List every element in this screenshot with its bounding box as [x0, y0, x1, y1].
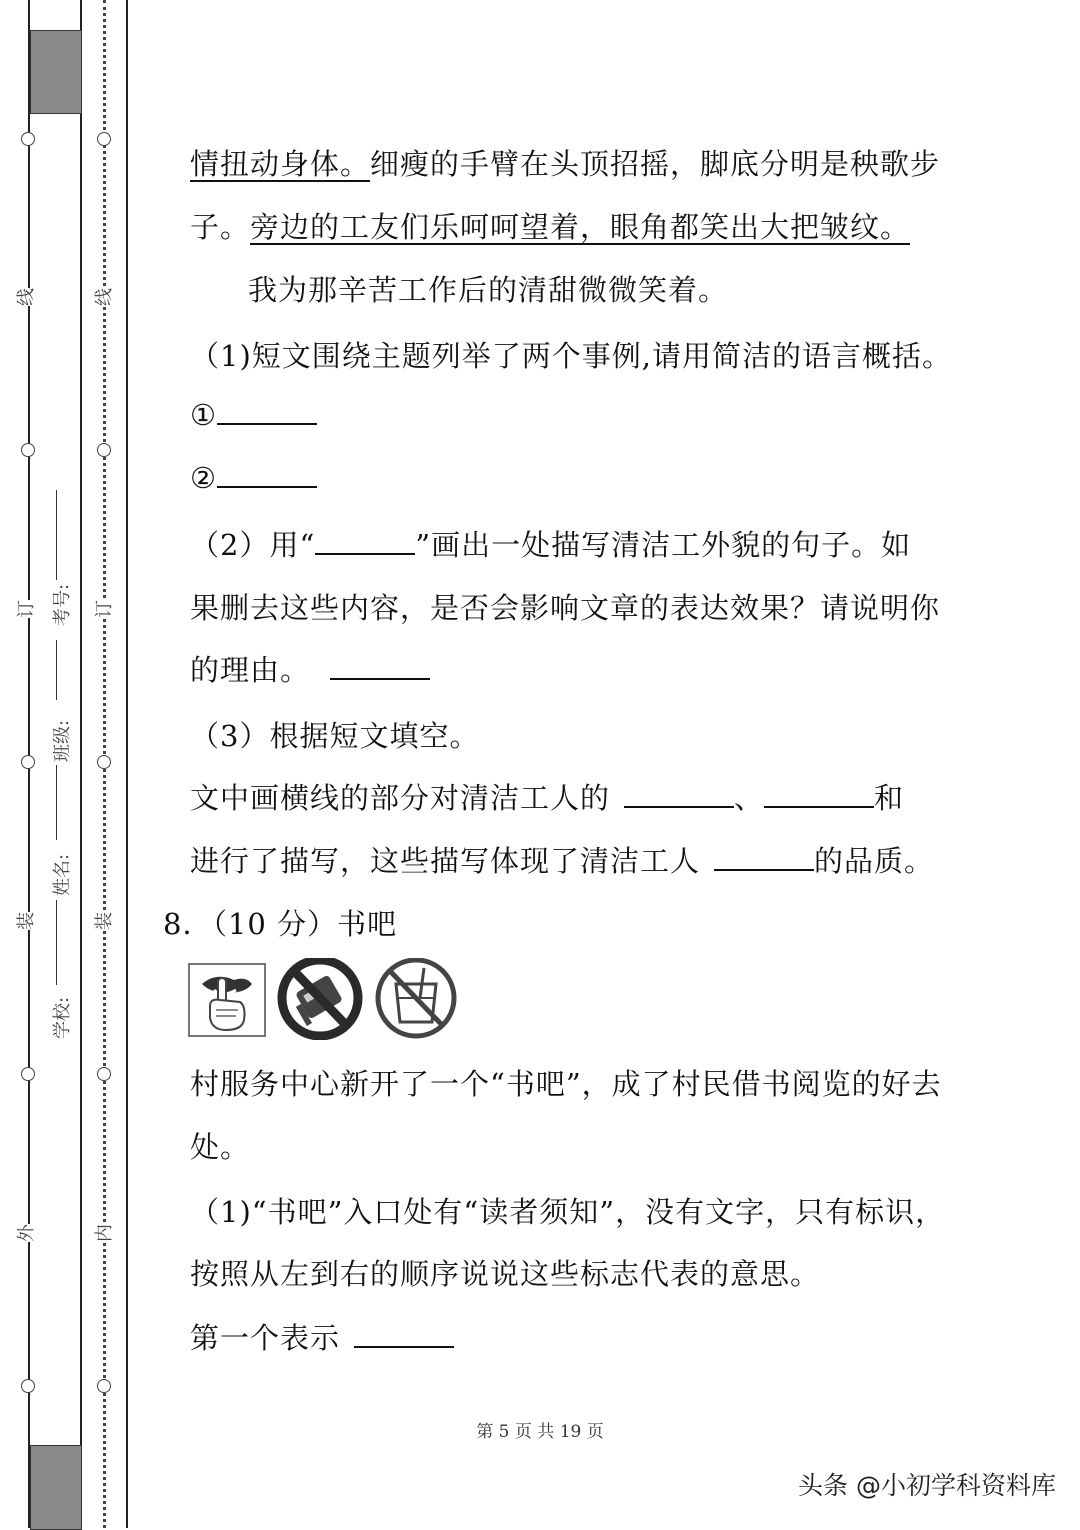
school-label: 学校:: [48, 997, 74, 1039]
gutter-inner-label: 内: [90, 1224, 116, 1242]
answer-blank[interactable]: [217, 462, 317, 488]
prompt-text: 、: [734, 781, 765, 815]
binding-hole-icon: [21, 443, 35, 457]
answer-blank[interactable]: [624, 782, 734, 808]
q8-intro-line2: 处。: [190, 1130, 251, 1164]
q7-part3-prompt: （3）根据短文填空。: [190, 719, 480, 753]
class-field[interactable]: [56, 640, 57, 700]
passage-text: 子。: [190, 210, 251, 244]
q7-part1-answer-a: [190, 398, 317, 432]
gutter-outer-label: 订: [12, 600, 38, 618]
no-drink-icon: [378, 960, 454, 1036]
underlined-sentence: 情扭动身体。: [190, 147, 371, 181]
circled-one: ①: [190, 398, 217, 432]
passage-text: 细瘦的手臂在头顶招摇，脚底分明是秧歌步: [370, 147, 941, 181]
binding-hole-icon: [21, 755, 35, 769]
q8-part1-line1: （1)“书吧”入口处有“读者须知”，没有文字，只有标识，: [190, 1195, 946, 1229]
gutter-border-right: [126, 0, 128, 1528]
q8-first-sign: [190, 1316, 454, 1357]
q7-part1-answer-b: [190, 461, 317, 495]
page-footer: 第 5 页 共 19 页: [476, 1422, 604, 1442]
q7-part2-line3: [190, 648, 430, 689]
binding-gutter: [0, 0, 130, 1528]
gray-tab-bottom: [30, 1445, 82, 1530]
answer-blank[interactable]: [330, 654, 430, 680]
prompt-text: 的理由。: [190, 653, 311, 687]
gutter-inner-label: 装: [90, 912, 116, 930]
prompt-text: （2）用“: [190, 528, 316, 562]
quiet-finger-icon: [189, 964, 265, 1036]
binding-hole-icon: [97, 443, 111, 457]
underline-sample: [315, 529, 415, 555]
answer-blank[interactable]: [354, 1322, 454, 1348]
binding-hole-icon: [21, 132, 35, 146]
binding-hole-icon: [97, 1379, 111, 1393]
watermark: 头条 @小初学科资料库: [798, 1471, 1056, 1500]
q7-part3-line2: [190, 839, 934, 880]
circled-two: ②: [190, 461, 217, 495]
reader-notice-signs: [188, 958, 468, 1040]
answer-blank[interactable]: [764, 782, 874, 808]
binding-hole-icon: [21, 1379, 35, 1393]
q7-part1-prompt: （1)短文围绕主题列举了两个事例,请用简洁的语言概括。: [190, 339, 952, 373]
q8-part1-line2: 按照从左到右的顺序说说这些标志代表的意思。: [190, 1257, 821, 1291]
school-field[interactable]: [56, 900, 57, 985]
gutter-border-mid: [80, 0, 82, 1528]
answer-blank[interactable]: [714, 845, 814, 871]
q8-intro-line1: 村服务中心新开了一个“书吧”，成了村民借书阅览的好去: [190, 1067, 942, 1101]
passage-line-1: [190, 142, 940, 183]
prompt-text: ”画出一处描写清洁工外貌的句子。如: [415, 528, 912, 562]
name-label: 姓名:: [48, 854, 74, 896]
gutter-outer-label: 线: [12, 288, 38, 306]
name-field[interactable]: [56, 765, 57, 840]
gutter-outer-label: 装: [12, 912, 38, 930]
answer-blank[interactable]: [217, 399, 317, 425]
exam-number-field[interactable]: [56, 490, 57, 580]
q7-part3-line1: [190, 776, 904, 817]
class-label: 班级:: [48, 720, 74, 762]
binding-hole-icon: [21, 1067, 35, 1081]
prompt-text: 第一个表示: [190, 1321, 341, 1355]
binding-hole-icon: [97, 755, 111, 769]
prompt-text: 和: [874, 781, 905, 815]
no-phone-icon: [282, 960, 358, 1036]
q8-heading: 8．（10 分）书吧: [163, 907, 398, 941]
passage-line-3: 我为那辛苦工作后的清甜微微笑着。: [248, 273, 729, 307]
gutter-inner-label: 线: [90, 288, 116, 306]
binding-hole-icon: [97, 1067, 111, 1081]
gray-tab-top: [30, 30, 82, 114]
prompt-text: 进行了描写，这些描写体现了清洁工人: [190, 844, 701, 878]
passage-line-2: [190, 205, 910, 246]
binding-hole-icon: [97, 132, 111, 146]
exam-number-label: 考号:: [48, 584, 74, 626]
gutter-inner-label: 订: [90, 600, 116, 618]
prompt-text: 的品质。: [814, 844, 935, 878]
gutter-outer-label: 外: [12, 1224, 38, 1242]
signs-svg: [188, 958, 468, 1040]
prompt-text: 文中画横线的部分对清洁工人的: [190, 781, 611, 815]
q7-part2-prompt: [190, 523, 911, 564]
underlined-sentence: 旁边的工友们乐呵呵望着，眼角都笑出大把皱纹。: [250, 210, 911, 244]
q7-part2-line2: 果删去这些内容，是否会影响文章的表达效果？请说明你: [190, 591, 941, 625]
